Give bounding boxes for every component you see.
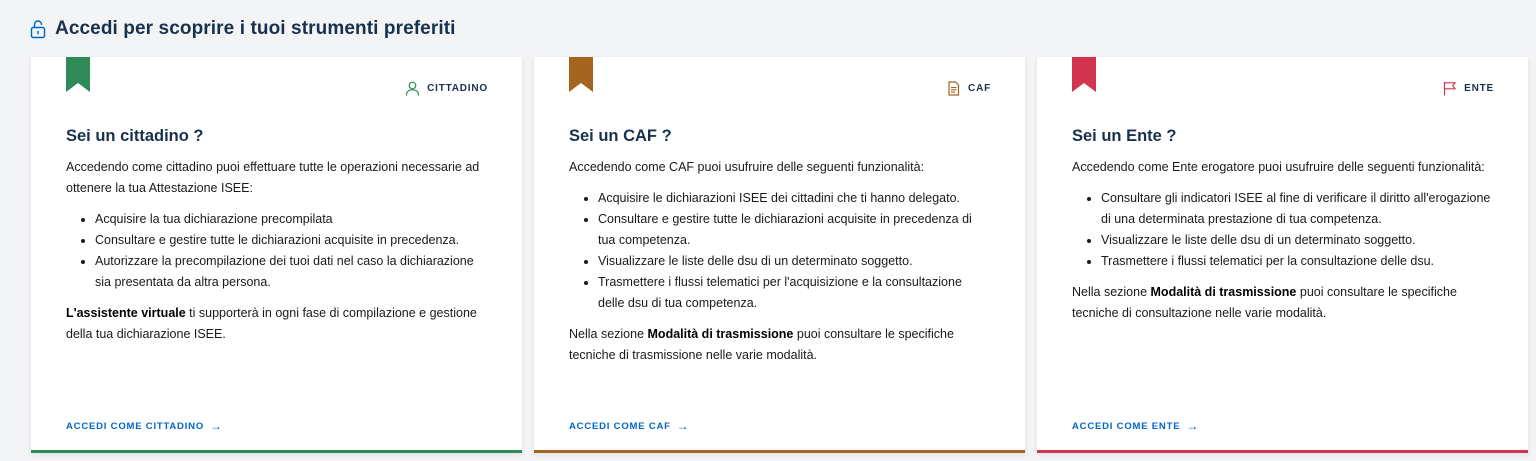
card-intro: Accedendo come CAF puoi usufruire delle seguenti funzionalità: bbox=[569, 160, 925, 174]
bookmark-ribbon-icon bbox=[569, 57, 593, 92]
card-footer-text bbox=[569, 324, 991, 366]
bookmark-ribbon-icon bbox=[1072, 57, 1096, 92]
card-footer-text bbox=[1072, 282, 1494, 324]
card-body bbox=[66, 127, 488, 345]
category-badge-caf bbox=[946, 81, 991, 96]
list-item: • Autorizzare la precompilazione dei tuoi dati nel caso la dichiarazione sia presentata da altra persona. bbox=[95, 251, 488, 293]
card-title: Sei un CAF ? bbox=[569, 127, 672, 145]
document-icon bbox=[946, 81, 961, 96]
link-label: ACCEDI COME ENTE bbox=[1072, 420, 1181, 432]
list-item: • Acquisire la tua dichiarazione precompilata bbox=[95, 209, 488, 230]
footer-rest: puoi consultare le specifiche tecniche di trasmissione nelle varie modalità. bbox=[569, 327, 954, 362]
arrow-right-icon: → bbox=[676, 419, 690, 433]
page-title: Accedi per scoprire i tuoi strumenti preferiti bbox=[55, 18, 456, 39]
card-caf bbox=[534, 57, 1025, 453]
accent-bar bbox=[1037, 450, 1528, 453]
card-intro: Accedendo come Ente erogatore puoi usufruire delle seguenti funzionalità: bbox=[1072, 160, 1485, 174]
footer-pre: Nella sezione bbox=[1072, 285, 1151, 299]
footer-pre: Nella sezione bbox=[569, 327, 648, 341]
arrow-right-icon: → bbox=[1186, 419, 1200, 433]
modalita-trasmissione-label: Modalità di trasmissione bbox=[647, 327, 794, 341]
accedi-cittadino-link[interactable] bbox=[66, 419, 223, 433]
virtual-assistant-label: L'assistente virtuale bbox=[66, 306, 186, 320]
card-title: Sei un cittadino ? bbox=[66, 127, 204, 145]
link-label: ACCEDI COME CITTADINO bbox=[66, 420, 205, 432]
list-item: • Trasmettere i flussi telematici per la consultazione delle dsu. bbox=[1101, 251, 1494, 272]
category-badge-cittadino bbox=[405, 81, 488, 96]
footer-rest: puoi consultare le specifiche tecniche di consultazione nelle varie modalità. bbox=[1072, 285, 1457, 320]
category-label: CAF bbox=[968, 83, 991, 94]
role-cards bbox=[31, 57, 1528, 453]
bookmark-ribbon-icon bbox=[66, 57, 90, 92]
accedi-caf-link[interactable] bbox=[569, 419, 690, 433]
accent-bar bbox=[534, 450, 1025, 453]
category-label: CITTADINO bbox=[427, 83, 488, 94]
list-item: • Visualizzare le liste delle dsu di un determinato soggetto. bbox=[1101, 230, 1494, 251]
list-item: • Visualizzare le liste delle dsu di un determinato soggetto. bbox=[598, 251, 991, 272]
card-ente bbox=[1037, 57, 1528, 453]
section-header bbox=[30, 18, 456, 40]
card-footer-text bbox=[66, 303, 488, 345]
list-item: • Consultare gli indicatori ISEE al fine di verificare il diritto all'erogazione di una determinata prestazione di tua competenza. bbox=[1101, 188, 1494, 230]
list-item: • Consultare e gestire tutte le dichiarazioni acquisite in precedenza. bbox=[95, 230, 488, 251]
user-icon bbox=[405, 81, 420, 96]
feature-list bbox=[66, 209, 488, 293]
card-cittadino bbox=[31, 57, 522, 453]
category-badge-ente bbox=[1442, 81, 1494, 96]
category-label: ENTE bbox=[1464, 83, 1494, 94]
accedi-ente-link[interactable] bbox=[1072, 419, 1199, 433]
list-item: • Consultare e gestire tutte le dichiarazioni acquisite in precedenza di tua competenza. bbox=[598, 209, 991, 251]
lock-icon bbox=[30, 19, 46, 39]
flag-icon bbox=[1442, 81, 1457, 96]
feature-list bbox=[1072, 188, 1494, 272]
footer-rest: ti supporterà in ogni fase di compilazione e gestione della tua dichiarazione ISEE. bbox=[66, 306, 477, 341]
modalita-trasmissione-label: Modalità di trasmissione bbox=[1150, 285, 1297, 299]
arrow-right-icon: → bbox=[210, 419, 223, 433]
card-body bbox=[569, 127, 991, 366]
accent-bar bbox=[31, 450, 522, 453]
card-intro: Accedendo come cittadino puoi effettuare tutte le operazioni necessarie ad ottenere la tua Attestazione ISEE: bbox=[66, 160, 480, 195]
list-item: • Trasmettere i flussi telematici per l'acquisizione e la consultazione delle dsu di tua competenza. bbox=[598, 272, 991, 314]
list-item: • Acquisire le dichiarazioni ISEE dei cittadini che ti hanno delegato. bbox=[598, 188, 991, 209]
link-label: ACCEDI COME CAF bbox=[569, 420, 671, 432]
feature-list bbox=[569, 188, 991, 314]
card-body bbox=[1072, 127, 1494, 324]
card-title: Sei un Ente ? bbox=[1072, 127, 1177, 145]
